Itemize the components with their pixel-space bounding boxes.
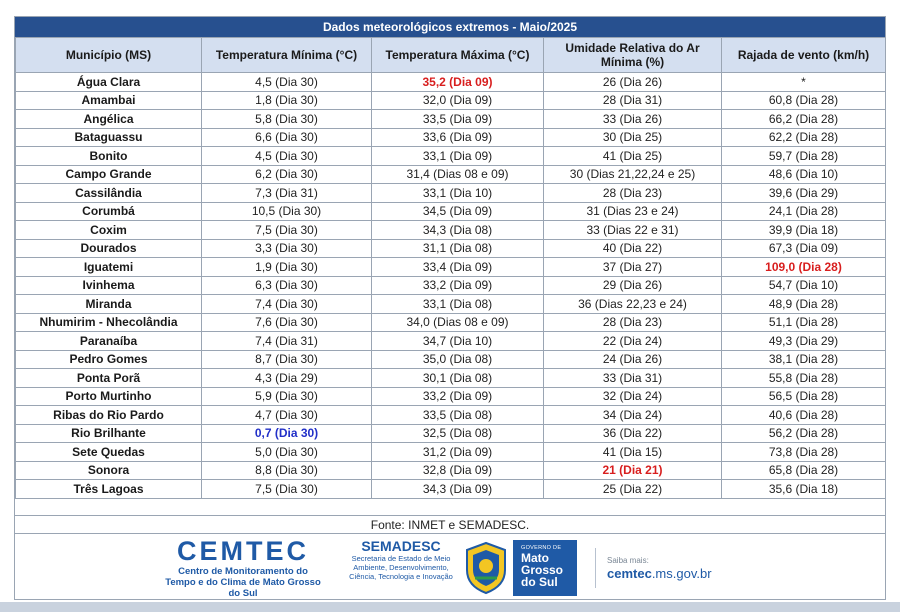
state-crest-icon <box>461 540 511 596</box>
cell-tmin: 4,5 (Dia 30) <box>202 73 372 92</box>
table-row <box>16 221 886 240</box>
weather-extremes-table <box>15 37 886 499</box>
cell-umid: 22 (Dia 24) <box>544 332 722 351</box>
cell-tmin: 0,7 (Dia 30) <box>202 424 372 443</box>
cell-tmax: 31,1 (Dia 08) <box>372 239 544 258</box>
government-logo <box>513 540 577 596</box>
cell-umid: 33 (Dias 22 e 31) <box>544 221 722 240</box>
cell-umid: 33 (Dia 26) <box>544 110 722 129</box>
cell-tmax: 33,5 (Dia 08) <box>372 406 544 425</box>
cemtec-name: CEMTEC <box>177 536 309 566</box>
cell-tmin: 4,5 (Dia 30) <box>202 147 372 166</box>
cell-umid: 41 (Dia 15) <box>544 443 722 462</box>
table-row <box>16 128 886 147</box>
footer <box>15 533 885 600</box>
cemtec-logo <box>163 536 323 599</box>
col-header-umidade: Umidade Relativa do Ar Mínima (%) <box>544 38 722 73</box>
cell-tmax: 34,7 (Dia 10) <box>372 332 544 351</box>
cell-municipio: Miranda <box>16 295 202 314</box>
cell-tmin: 1,8 (Dia 30) <box>202 91 372 110</box>
cell-tmax: 35,2 (Dia 09) <box>372 73 544 92</box>
cell-tmin: 6,3 (Dia 30) <box>202 276 372 295</box>
cell-rajada: 48,6 (Dia 10) <box>722 165 886 184</box>
cell-tmax: 33,1 (Dia 09) <box>372 147 544 166</box>
cell-municipio: Pedro Gomes <box>16 350 202 369</box>
cell-umid: 21 (Dia 21) <box>544 461 722 480</box>
gov-top-text: GOVERNO DE <box>521 545 562 551</box>
cell-rajada: 39,6 (Dia 29) <box>722 184 886 203</box>
cell-umid: 25 (Dia 22) <box>544 480 722 499</box>
table-row <box>16 147 886 166</box>
cell-tmax: 31,2 (Dia 09) <box>372 443 544 462</box>
cell-tmax: 33,1 (Dia 10) <box>372 184 544 203</box>
cell-rajada: * <box>722 73 886 92</box>
cell-tmin: 4,3 (Dia 29) <box>202 369 372 388</box>
cell-umid: 28 (Dia 31) <box>544 91 722 110</box>
cell-rajada: 109,0 (Dia 28) <box>722 258 886 277</box>
cell-tmin: 5,9 (Dia 30) <box>202 387 372 406</box>
col-header-rajada: Rajada de vento (km/h) <box>722 38 886 73</box>
cell-rajada: 60,8 (Dia 28) <box>722 91 886 110</box>
cell-rajada: 73,8 (Dia 28) <box>722 443 886 462</box>
table-title: Dados meteorológicos extremos - Maio/2025 <box>15 17 885 37</box>
cell-tmax: 34,3 (Dia 09) <box>372 480 544 499</box>
cell-umid: 40 (Dia 22) <box>544 239 722 258</box>
table-row <box>16 406 886 425</box>
cell-rajada: 48,9 (Dia 28) <box>722 295 886 314</box>
cell-municipio: Sonora <box>16 461 202 480</box>
cell-municipio: Água Clara <box>16 73 202 92</box>
cell-rajada: 38,1 (Dia 28) <box>722 350 886 369</box>
cell-rajada: 56,2 (Dia 28) <box>722 424 886 443</box>
table-row <box>16 184 886 203</box>
cell-tmax: 33,6 (Dia 09) <box>372 128 544 147</box>
table-row <box>16 480 886 499</box>
table-row <box>16 350 886 369</box>
cell-umid: 28 (Dia 23) <box>544 184 722 203</box>
header-row <box>16 38 886 73</box>
cell-rajada: 62,2 (Dia 28) <box>722 128 886 147</box>
cell-tmin: 3,3 (Dia 30) <box>202 239 372 258</box>
cell-municipio: Três Lagoas <box>16 480 202 499</box>
col-header-temp-max: Temperatura Máxima (°C) <box>372 38 544 73</box>
cell-tmin: 8,7 (Dia 30) <box>202 350 372 369</box>
site-url-rest: .ms.gov.br <box>651 566 712 581</box>
cell-rajada: 39,9 (Dia 18) <box>722 221 886 240</box>
cell-municipio: Iguatemi <box>16 258 202 277</box>
cell-umid: 33 (Dia 31) <box>544 369 722 388</box>
table-row <box>16 313 886 332</box>
cell-umid: 41 (Dia 25) <box>544 147 722 166</box>
cell-tmin: 7,5 (Dia 30) <box>202 221 372 240</box>
cell-tmin: 5,8 (Dia 30) <box>202 110 372 129</box>
cell-rajada: 35,6 (Dia 18) <box>722 480 886 499</box>
cell-umid: 32 (Dia 24) <box>544 387 722 406</box>
website-block <box>607 556 712 582</box>
cell-tmax: 32,5 (Dia 08) <box>372 424 544 443</box>
cell-rajada: 54,7 (Dia 10) <box>722 276 886 295</box>
cell-rajada: 67,3 (Dia 09) <box>722 239 886 258</box>
table-row <box>16 461 886 480</box>
table-row <box>16 91 886 110</box>
cell-tmax: 35,0 (Dia 08) <box>372 350 544 369</box>
table-row <box>16 443 886 462</box>
cell-umid: 37 (Dia 27) <box>544 258 722 277</box>
table-body <box>16 73 886 499</box>
table-row <box>16 387 886 406</box>
cell-rajada: 59,7 (Dia 28) <box>722 147 886 166</box>
table-row <box>16 332 886 351</box>
cell-municipio: Amambai <box>16 91 202 110</box>
cell-tmax: 34,0 (Dias 08 e 09) <box>372 313 544 332</box>
cell-umid: 28 (Dia 23) <box>544 313 722 332</box>
cell-municipio: Cassilândia <box>16 184 202 203</box>
cell-umid: 24 (Dia 26) <box>544 350 722 369</box>
cell-rajada: 66,2 (Dia 28) <box>722 110 886 129</box>
gov-name: Mato Grosso do Sul <box>521 551 564 589</box>
cell-rajada: 65,8 (Dia 28) <box>722 461 886 480</box>
cell-municipio: Ivinhema <box>16 276 202 295</box>
cell-tmax: 34,5 (Dia 09) <box>372 202 544 221</box>
bottom-strip <box>0 602 900 612</box>
cell-municipio: Coxim <box>16 221 202 240</box>
cell-tmin: 4,7 (Dia 30) <box>202 406 372 425</box>
cell-umid: 36 (Dia 22) <box>544 424 722 443</box>
cell-municipio: Rio Brilhante <box>16 424 202 443</box>
table-row <box>16 424 886 443</box>
website-link[interactable] <box>607 566 712 582</box>
cell-tmax: 30,1 (Dia 08) <box>372 369 544 388</box>
cell-tmax: 33,2 (Dia 09) <box>372 387 544 406</box>
cell-tmax: 33,1 (Dia 08) <box>372 295 544 314</box>
cell-rajada: 49,3 (Dia 29) <box>722 332 886 351</box>
cell-municipio: Sete Quedas <box>16 443 202 462</box>
cell-tmin: 6,2 (Dia 30) <box>202 165 372 184</box>
cell-tmax: 31,4 (Dias 08 e 09) <box>372 165 544 184</box>
col-header-municipio: Município (MS) <box>16 38 202 73</box>
semadesc-name: SEMADESC <box>361 538 441 554</box>
cell-municipio: Campo Grande <box>16 165 202 184</box>
cell-tmax: 34,3 (Dia 08) <box>372 221 544 240</box>
cemtec-description: Centro de Monitoramento do Tempo e do Clima de Mato Grosso do Sul <box>165 566 321 599</box>
cell-umid: 26 (Dia 26) <box>544 73 722 92</box>
cell-municipio: Ponta Porã <box>16 369 202 388</box>
cell-municipio: Bonito <box>16 147 202 166</box>
cell-rajada: 40,6 (Dia 28) <box>722 406 886 425</box>
cell-tmin: 1,9 (Dia 30) <box>202 258 372 277</box>
cell-umid: 30 (Dias 21,22,24 e 25) <box>544 165 722 184</box>
site-url-bold: cemtec <box>607 566 652 581</box>
table-row <box>16 110 886 129</box>
cell-tmin: 10,5 (Dia 30) <box>202 202 372 221</box>
table-row <box>16 295 886 314</box>
footer-divider <box>595 548 596 588</box>
cell-rajada: 24,1 (Dia 28) <box>722 202 886 221</box>
semadesc-logo <box>345 538 457 581</box>
cell-municipio: Bataguassu <box>16 128 202 147</box>
cell-rajada: 55,8 (Dia 28) <box>722 369 886 388</box>
cell-umid: 30 (Dia 25) <box>544 128 722 147</box>
col-header-temp-min: Temperatura Mínima (°C) <box>202 38 372 73</box>
cell-municipio: Angélica <box>16 110 202 129</box>
site-label: Saiba mais: <box>607 556 649 565</box>
cell-municipio: Dourados <box>16 239 202 258</box>
cell-tmin: 7,3 (Dia 31) <box>202 184 372 203</box>
cell-tmin: 7,5 (Dia 30) <box>202 480 372 499</box>
cell-rajada: 56,5 (Dia 28) <box>722 387 886 406</box>
cell-municipio: Ribas do Rio Pardo <box>16 406 202 425</box>
cell-tmax: 33,2 (Dia 09) <box>372 276 544 295</box>
source-note: Fonte: INMET e SEMADESC. <box>15 515 885 534</box>
table-row <box>16 258 886 277</box>
table-row <box>16 369 886 388</box>
table-row <box>16 239 886 258</box>
table-row <box>16 73 886 92</box>
cell-tmin: 7,4 (Dia 30) <box>202 295 372 314</box>
cell-tmin: 5,0 (Dia 30) <box>202 443 372 462</box>
cell-tmax: 33,4 (Dia 09) <box>372 258 544 277</box>
cell-municipio: Porto Murtinho <box>16 387 202 406</box>
cell-tmax: 33,5 (Dia 09) <box>372 110 544 129</box>
cell-tmin: 7,6 (Dia 30) <box>202 313 372 332</box>
cell-umid: 29 (Dia 26) <box>544 276 722 295</box>
cell-municipio: Nhumirim - Nhecolândia <box>16 313 202 332</box>
cell-tmin: 6,6 (Dia 30) <box>202 128 372 147</box>
bulletin-frame <box>14 16 886 600</box>
cell-umid: 34 (Dia 24) <box>544 406 722 425</box>
cell-tmax: 32,8 (Dia 09) <box>372 461 544 480</box>
cell-rajada: 51,1 (Dia 28) <box>722 313 886 332</box>
cell-tmin: 7,4 (Dia 31) <box>202 332 372 351</box>
cell-umid: 36 (Dias 22,23 e 24) <box>544 295 722 314</box>
table-row <box>16 276 886 295</box>
semadesc-description: Secretaria de Estado de Meio Ambiente, Desenvolvimento, Ciência, Tecnologia e Inovação <box>349 554 453 581</box>
table-row <box>16 202 886 221</box>
cell-umid: 31 (Dias 23 e 24) <box>544 202 722 221</box>
cell-municipio: Paranaíba <box>16 332 202 351</box>
cell-tmax: 32,0 (Dia 09) <box>372 91 544 110</box>
cell-tmin: 8,8 (Dia 30) <box>202 461 372 480</box>
cell-municipio: Corumbá <box>16 202 202 221</box>
table-row <box>16 165 886 184</box>
